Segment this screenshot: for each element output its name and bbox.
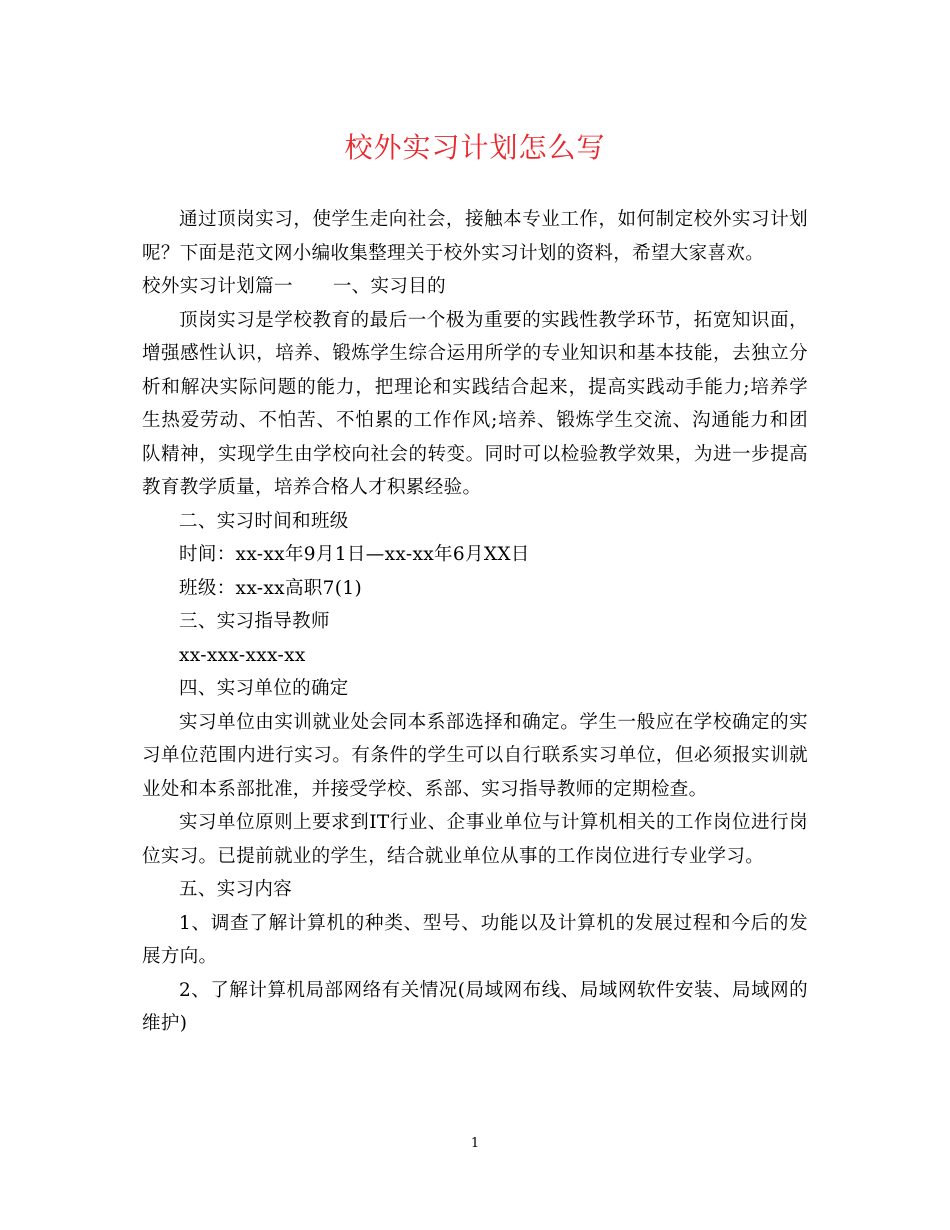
- unit-requirements-paragraph: 实习单位原则上要求到IT行业、企事业单位与计算机相关的工作岗位进行岗位实习。已提前就业的学生，结合就业单位从事的工作岗位进行专业学习。: [142, 812, 808, 867]
- time-line: 时间：xx-xx年9月1日—xx-xx年6月XX日: [179, 544, 530, 565]
- section-4-heading: 四、实习单位的确定: [179, 678, 349, 699]
- unit-determination-paragraph: 实习单位由实训就业处会同本系部选择和确定。学生一般应在学校确定的实习单位范围内进行实习。有条件的学生可以自行联系实习单位，但必须报实训就业处和本系部批准，并接受学校、系部、实习指导教师的定期检查。: [142, 711, 808, 800]
- section-label: 校外实习计划篇一: [142, 276, 293, 297]
- section-1-heading: 一、实习目的: [332, 276, 446, 297]
- intro-paragraph: 通过顶岗实习，使学生走向社会，接触本专业工作，如何制定校外实习计划呢？下面是范文网小编收集整理关于校外实习计划的资料，希望大家喜欢。: [142, 209, 808, 264]
- content-item-2: 2、了解计算机局部网络有关情况(局域网布线、局域网软件安装、局域网的维护): [142, 979, 808, 1034]
- section-2-heading: 二、实习时间和班级: [179, 510, 349, 532]
- class-line: 班级：xx-xx高职7(1): [179, 577, 363, 599]
- section-label-line: [142, 270, 808, 304]
- document-title: 校外实习计划怎么写: [344, 131, 606, 164]
- content-item-1: 1、调查了解计算机的种类、型号、功能以及计算机的发展过程和今后的发展方向。: [142, 912, 808, 967]
- page-number: 1: [470, 1136, 480, 1151]
- section-5-heading: 五、实习内容: [179, 879, 293, 900]
- document-body: [142, 203, 808, 1041]
- teacher-line: xx-xxx-xxx-xx: [179, 644, 306, 666]
- purpose-paragraph: 顶岗实习是学校教育的最后一个极为重要的实践性教学环节，拓宽知识面，增强感性认识，培养、锻炼学生综合运用所学的专业知识和基本技能，去独立分析和解决实际问题的能力，把理论和实践结合起来，提高实践动手能力;培养学生热爱劳动、不怕苦、不怕累的工作作风;培养、锻炼学生交流、沟通能力和团队精神，实现学生由学校向社会的转变。同时可以检验教学效果，为进一步提高教育教学质量，培养合格人才积累经验。: [142, 309, 808, 498]
- section-3-heading: 三、实习指导教师: [179, 611, 330, 632]
